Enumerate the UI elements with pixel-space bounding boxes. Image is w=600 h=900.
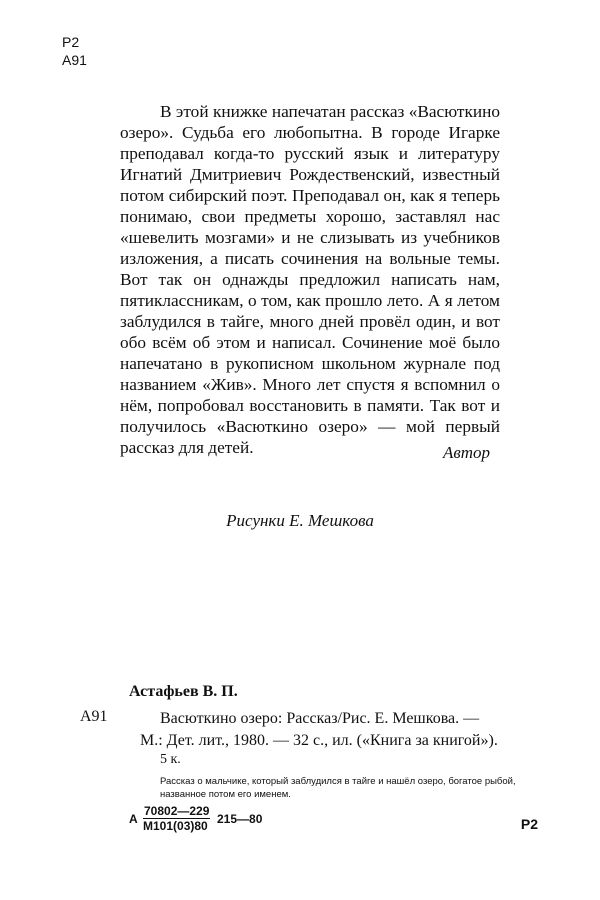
catalog-codes xyxy=(62,33,87,69)
index-rest: 215—80 xyxy=(217,812,263,826)
bibliography-imprint-line: М.: Дет. лит., 1980. — 32 с., ил. («Книга за книгой»). xyxy=(140,732,498,749)
class-code: Р2 xyxy=(62,34,80,50)
annotation: Рассказ о мальчике, который заблудился в тайге и нашёл озеро, богатое рыбой, названное потом его именем. xyxy=(160,776,516,800)
preface xyxy=(120,101,500,458)
bibliography-description xyxy=(140,708,536,752)
bibliography-title-line: Васюткино озеро: Рассказ/Рис. Е. Мешкова. — xyxy=(160,710,480,727)
index-denominator: М101(03)80 xyxy=(143,819,208,833)
bibliography-author-mark: А91 xyxy=(80,708,108,725)
index-numerator: 70802—229 xyxy=(144,804,210,818)
preface-paragraph: В этой книжке напечатан рассказ «Васюткино озеро». Судьба его любопытна. В городе Игарке преподавал когда-то русский язык и литературу Игнатий Дмитриевич Рождественский, известный потом сибирский поэт. Преподавал он, как я теперь понимаю, свои предметы хорошо, заставлял нас «шевелить мозгами» и не слизывать из учебников изложения, а писать сочинения на вольные темы. Вот так он однажды предложил написать нам, пятиклассникам, о том, как прошло лето. А я летом заблудился в тайге, много дней провёл один, и вот обо всём об этом и написал. Сочинение моё было напечатано в рукописном школьном журнале под названием «Жив». Много лет спустя я вспомнил о нём, попробовал восстановить в памяти. Так вот и получилось «Васюткино озеро» — мой первый рассказ для детей. xyxy=(120,102,500,457)
index-letter: А xyxy=(129,812,138,826)
bibliography-author: Астафьев В. П. xyxy=(129,683,238,700)
index-fraction xyxy=(143,804,210,833)
author-mark: А91 xyxy=(62,52,87,68)
preface-signature: Автор xyxy=(442,443,490,462)
price: 5 к. xyxy=(160,752,181,767)
bibliography-class-code: Р2 xyxy=(520,816,538,832)
illustrations-credit: Рисунки Е. Мешкова xyxy=(226,511,374,530)
